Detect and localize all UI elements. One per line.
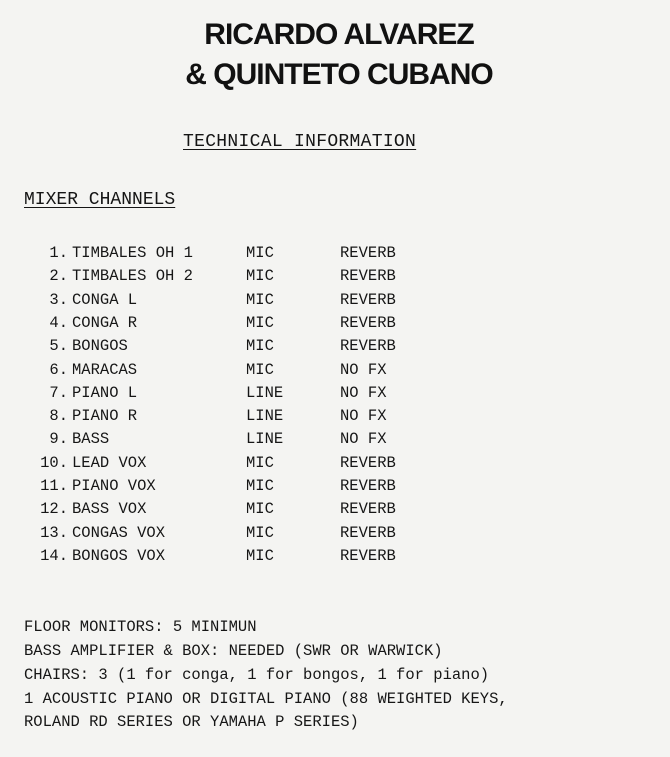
channel-input-type: MIC <box>246 360 274 379</box>
band-name-line-2: & QUINTETO CUBANO <box>185 58 493 91</box>
channel-fx: REVERB <box>340 337 396 356</box>
channel-fx: NO FX <box>340 430 387 449</box>
channel-name: BASS <box>72 430 110 449</box>
channel-name: CONGAS VOX <box>72 523 166 542</box>
channel-number: 4. <box>49 313 68 332</box>
channel-input-type: MIC <box>246 337 274 356</box>
piano-note-line-1: 1 ACOUSTIC PIANO OR DIGITAL PIANO (88 WEIGHTED KEYS, <box>24 690 508 708</box>
channel-input-type: MIC <box>246 477 274 495</box>
channel-name: TIMBALES OH 1 <box>72 244 193 262</box>
channel-number: 6. <box>49 360 68 379</box>
bass-amp-note: BASS AMPLIFIER & BOX: NEEDED (SWR OR WARWICK) <box>24 642 443 660</box>
channel-input-type: MIC <box>246 290 274 309</box>
channel-number: 12. <box>40 500 68 519</box>
channel-input-type: MIC <box>246 267 274 286</box>
channel-input-type: MIC <box>246 546 274 565</box>
channel-name: MARACAS <box>72 360 138 379</box>
channel-number: 5. <box>49 337 68 356</box>
channel-number: 7. <box>49 383 68 402</box>
channel-number: 8. <box>49 407 68 426</box>
channel-fx: REVERB <box>340 290 396 309</box>
channel-input-type: MIC <box>246 523 274 542</box>
channel-input-type: LINE <box>246 430 284 449</box>
channel-number: 10. <box>40 453 68 472</box>
channel-number: 3. <box>49 290 68 309</box>
channel-input-type: MIC <box>246 313 274 332</box>
channel-input-type: MIC <box>246 453 274 472</box>
channel-name: BONGOS <box>72 337 128 356</box>
piano-note-line-2: ROLAND RD SERIES OR YAMAHA P SERIES) <box>24 713 359 731</box>
channel-name: PIANO R <box>72 407 138 426</box>
channel-name: LEAD VOX <box>72 453 147 472</box>
channel-number: 11. <box>40 477 68 495</box>
mixer-channels-heading: MIXER CHANNELS <box>24 190 176 210</box>
channel-fx: REVERB <box>340 244 396 262</box>
channel-number: 13. <box>40 523 68 542</box>
channel-fx: REVERB <box>340 313 396 332</box>
channel-input-type: MIC <box>246 244 274 262</box>
channel-input-type: MIC <box>246 500 274 519</box>
channel-fx: REVERB <box>340 500 396 519</box>
channel-name: CONGA L <box>72 290 138 309</box>
channel-number: 2. <box>49 267 68 286</box>
channel-fx: NO FX <box>340 383 387 402</box>
channel-name: PIANO L <box>72 383 138 402</box>
chairs-note: CHAIRS: 3 (1 for conga, 1 for bongos, 1 for piano) <box>24 666 490 684</box>
channel-fx: NO FX <box>340 407 387 426</box>
channel-fx: REVERB <box>340 453 396 472</box>
channel-name: BONGOS VOX <box>72 546 166 565</box>
floor-monitors-note: FLOOR MONITORS: 5 MINIMUN <box>24 618 257 636</box>
channel-fx: REVERB <box>340 546 396 565</box>
channel-number: 1. <box>49 244 68 262</box>
channel-number: 9. <box>49 430 68 449</box>
section-title: TECHNICAL INFORMATION <box>183 132 417 152</box>
channel-name: PIANO VOX <box>72 477 156 495</box>
channel-fx: REVERB <box>340 267 396 286</box>
channel-name: CONGA R <box>72 313 138 332</box>
band-name-line-1: RICARDO ALVAREZ <box>204 18 474 51</box>
channel-number: 14. <box>40 546 68 565</box>
channel-input-type: LINE <box>246 383 284 402</box>
channel-name: TIMBALES OH 2 <box>72 267 193 286</box>
channel-fx: REVERB <box>340 477 396 495</box>
channel-input-type: LINE <box>246 407 284 426</box>
channel-fx: NO FX <box>340 360 387 379</box>
channel-name: BASS VOX <box>72 500 147 519</box>
channel-fx: REVERB <box>340 523 396 542</box>
